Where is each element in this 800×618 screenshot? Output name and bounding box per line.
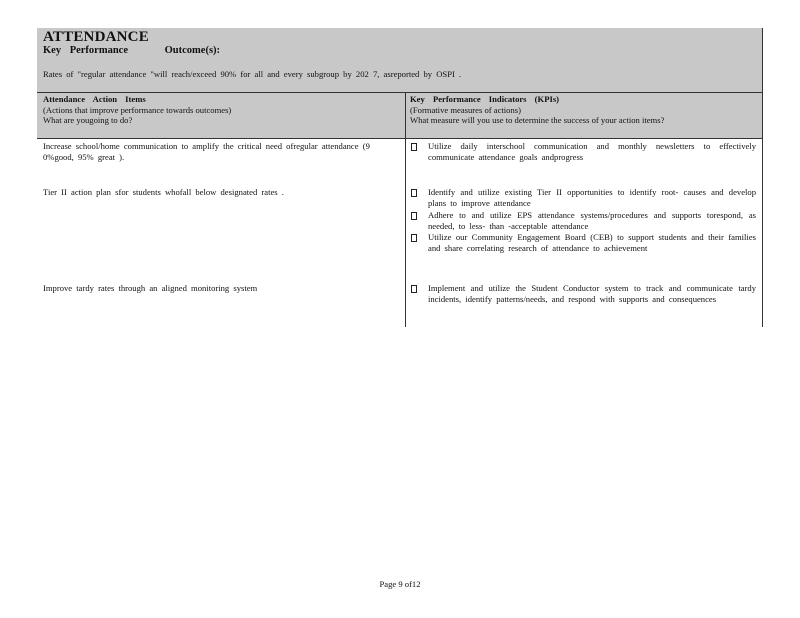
action-items-title: Attendance Action Items (43, 94, 146, 104)
kpi-item (410, 232, 756, 255)
action-item: Improve tardy rates through an aligned monitoring system (43, 283, 258, 293)
bullet-box-icon (411, 189, 417, 197)
kpi-item (410, 187, 756, 210)
kpi-item (410, 141, 756, 164)
kpi-question: What measure will you use to determine the success of your action items? (410, 115, 665, 125)
outcome-heading (43, 45, 220, 56)
kpi-text: Utilize daily interschool communication and monthly newsletters to effectively communicate attendance goals andprogress (428, 141, 756, 163)
bullet-box-icon (411, 234, 417, 242)
action-item: Increase school/home communication to amplify the critical need ofregular attendance (9 0%good, 95% great ). (43, 141, 370, 162)
bullet-box-icon (411, 285, 417, 293)
action-items-header (43, 93, 401, 139)
header-banner (37, 28, 763, 93)
column-divider (405, 93, 406, 327)
kpi-text: Adhere to and utilize EPS attendance systems/procedures and supports torespond, as needed, to less- than -acceptable attendance (428, 209, 756, 231)
key-performance-label: Key Performance (43, 45, 129, 56)
column-header-row (37, 93, 763, 139)
page-number: Page 9 of12 (379, 579, 421, 589)
kpi-item (410, 210, 756, 233)
kpi-header (410, 93, 760, 139)
outcome-statement: Rates of "regular attendance "will reach/exceed 90% for all and every subgroup by 202 7, asreported by OSPI . (43, 69, 462, 79)
kpi-desc: (Formative measures of actions) (410, 104, 521, 115)
section-title: ATTENDANCE (43, 29, 149, 45)
action-items-question: What are yougoing to do? (43, 115, 133, 125)
kpi-text: Utilize our Community Engagement Board (CEB) to support students and their families and share correlating research of attendance to achievement (428, 232, 756, 254)
kpi-list (410, 283, 756, 306)
kpi-list (410, 141, 756, 164)
table-right-border (762, 28, 763, 327)
kpi-text: Identify and utilize existing Tier II opportunities to identify root- causes and develop plans to improve attendance (428, 187, 756, 209)
action-item: Tier II action plan sfor students whofall below designated rates . (43, 187, 284, 197)
bullet-box-icon (411, 212, 417, 220)
outcome-label: Outcome(s): (164, 45, 221, 56)
kpi-title: Key Performance Indicators (KPIs) (410, 94, 560, 104)
kpi-item (410, 283, 756, 306)
bullet-box-icon (411, 143, 417, 151)
action-items-desc: (Actions that improve performance towards outcomes) (43, 104, 232, 115)
kpi-text: Implement and utilize the Student Conductor system to track and communicate tardy incidents, identify patterns/needs, and respond with supports and consequences (428, 283, 756, 305)
kpi-list (410, 187, 756, 255)
